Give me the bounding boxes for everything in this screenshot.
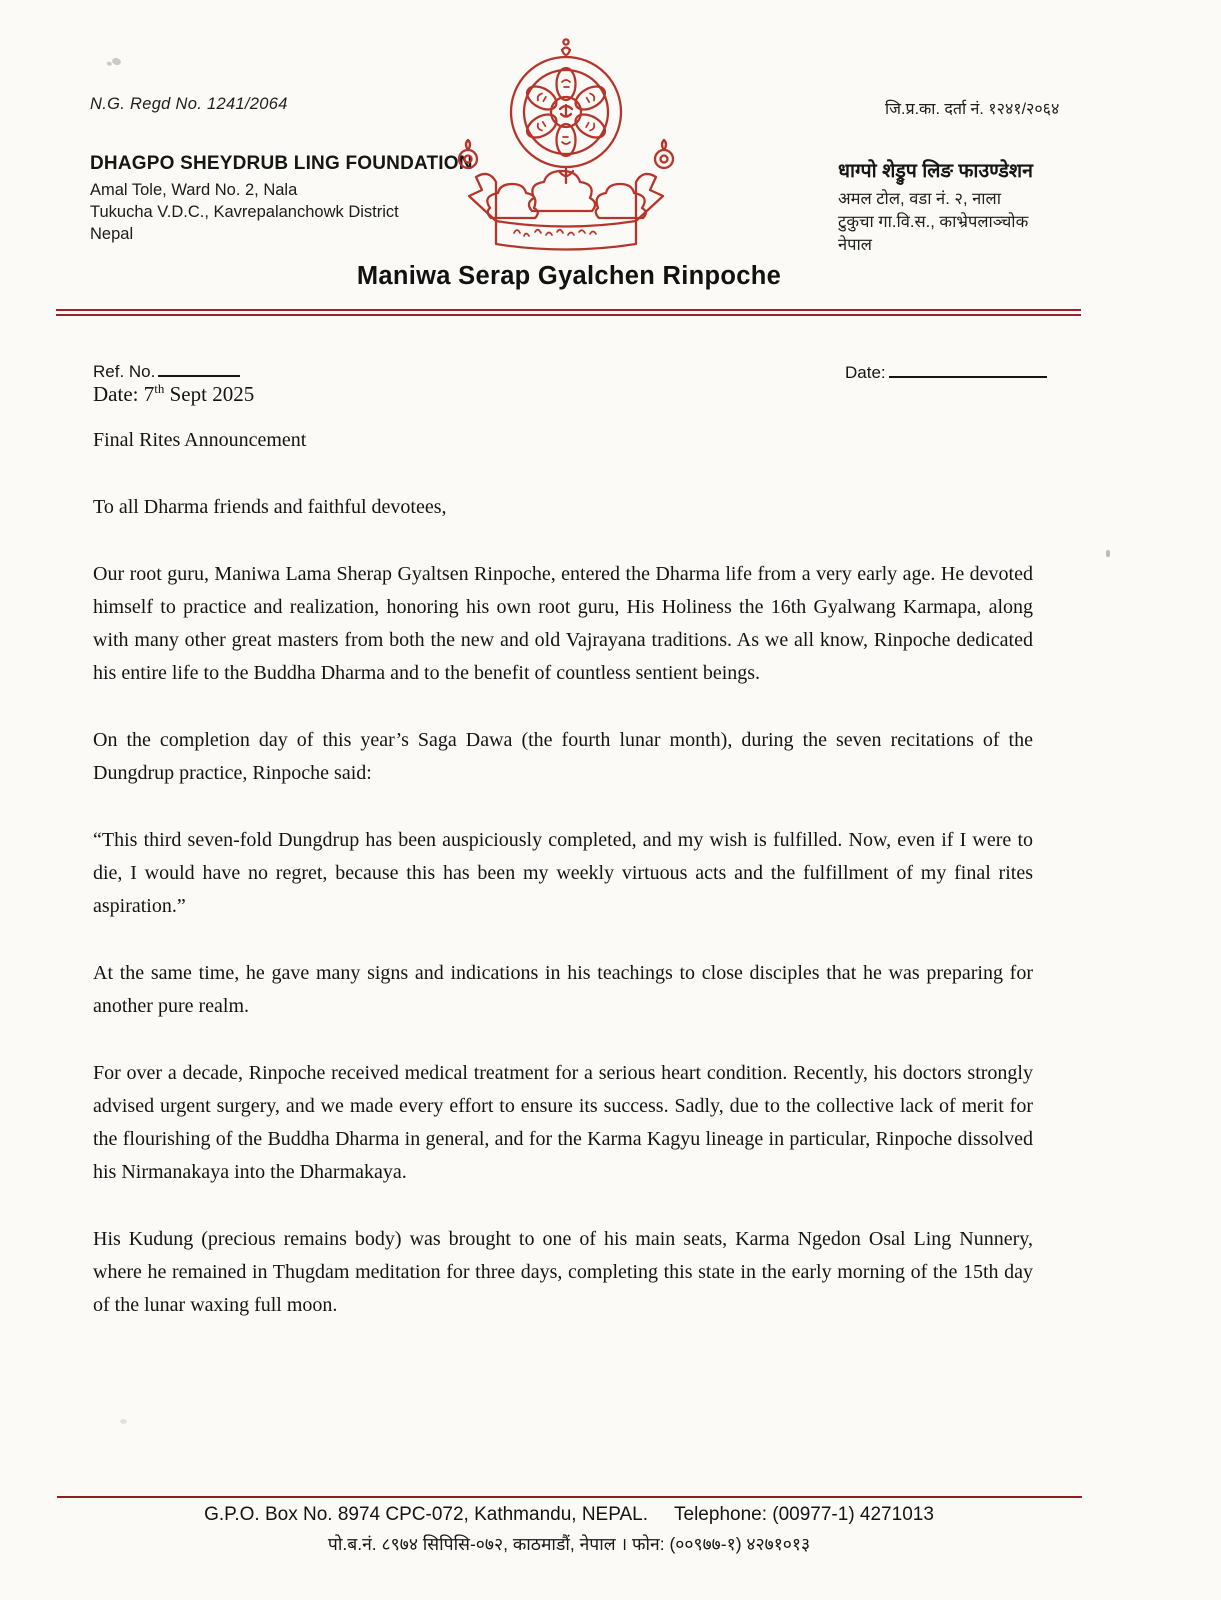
typed-date: Date: 7th Sept 2025 [93, 381, 255, 406]
paragraph: His Kudung (precious remains body) was brought to one of his main seats, Karma Ngedon Osal Ling Nunnery, where he remained in Thugdam meditation for three days, completing this state in the early morning of the 15th day of the lunar waxing full moon. [93, 1228, 1033, 1316]
footer-address-ne: पो.ब.नं. ८९७४ सिपिसि-०७२, काठमाडौं, नेपाल । फोन: (००९७७-१) ४२७१०१३ [327, 1534, 811, 1554]
org-block-ne [838, 156, 1118, 257]
org-address-line: Tukucha V.D.C., Kavrepalanchowk District [90, 203, 399, 221]
subject-line: Final Rites Announcement [93, 429, 307, 451]
footer-gpo: G.P.O. Box No. 8974 CPC-072, Kathmandu, NEPAL. [204, 1504, 649, 1525]
scan-smudge [120, 1419, 127, 1424]
registration-number-ne: जि.प्र.का. दर्ता नं. १२४१/२०६४ [885, 101, 1060, 118]
registration-number-en: N.G. Regd No. 1241/2064 [90, 95, 288, 113]
title-divider [56, 309, 1081, 316]
org-address-line-ne: टुकुचा गा.वि.स., काभ्रेपलाञ्चोक [838, 213, 1029, 231]
paragraph-quote: “This third seven-fold Dungdrup has been auspiciously completed, and my wish is fulfilled. Now, even if I were to die, I would have no regret, because this has been my weekly virtuous acts and the fulfillment of my final rites aspiration.” [93, 829, 1033, 917]
ref-no-label: Ref. No. [93, 362, 156, 381]
scan-smudge [111, 57, 122, 67]
ref-no-blank [158, 361, 240, 377]
footer-telephone: Telephone: (00977-1) 4271013 [674, 1504, 934, 1525]
paragraph: Our root guru, Maniwa Lama Sherap Gyaltsen Rinpoche, entered the Dharma life from a very early age. He devoted himself to practice and realization, honoring his own root guru, His Holiness the 16th Gyalwang Karmapa, along with many other great masters from both the new and old Vajrayana traditions. As we all know, Rinpoche dedicated his entire life to the Buddha Dharma and to the benefit of countless sentient beings. [93, 563, 1033, 684]
org-address-line-ne: नेपाल [838, 236, 872, 254]
date-label: Date: [845, 363, 886, 382]
footer-address-en [56, 1504, 1082, 1526]
dharma-wheel-emblem-icon [438, 32, 694, 265]
org-address-line-ne: अमल टोल, वडा नं. २, नाला [838, 190, 1002, 208]
letter-body [93, 378, 1033, 1322]
paragraph: On the completion day of this year’s Saga Dawa (the fourth lunar month), during the seven recitations of the Dungdrup practice, Rinpoche said: [93, 729, 1033, 784]
paragraph: At the same time, he gave many signs and indications in his teachings to close disciples that he was preparing for another pure realm. [93, 962, 1033, 1017]
scan-smudge [1106, 550, 1110, 557]
org-name-ne: धाग्पो शेड्रुप लिङ फाउण्डेशन [838, 160, 1033, 182]
org-address-line: Nepal [90, 225, 134, 243]
org-name-en: DHAGPO SHEYDRUB LING FOUNDATION [90, 153, 473, 174]
date-ordinal-suffix: th [154, 381, 165, 396]
org-address-line: Amal Tole, Ward No. 2, Nala [90, 181, 298, 199]
paragraph: For over a decade, Rinpoche received medical treatment for a serious heart condition. Recently, his doctors strongly advised urgent surgery, and we made every effort to ensure its success. Sadly, due to the collective lack of merit for the flourishing of the Buddha Dharma in general, and for the Karma Kagyu lineage in particular, Rinpoche dissolved his Nirmanakaya into the Dharmakaya. [93, 1062, 1033, 1183]
salutation: To all Dharma friends and faithful devotees, [93, 496, 447, 518]
page-title: Maniwa Serap Gyalchen Rinpoche [356, 262, 782, 290]
footer-divider [57, 1496, 1082, 1498]
date-blank [889, 362, 1047, 378]
